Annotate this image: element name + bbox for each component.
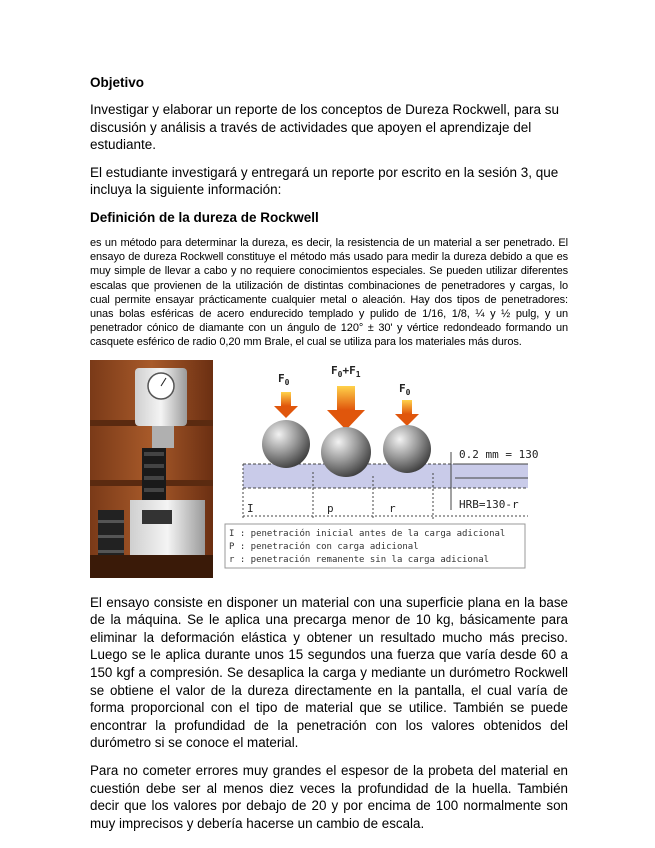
document-page [90,74,568,842]
legend-line-2: P : penetración con carga adicional [229,541,419,552]
rockwell-schematic-diagram [223,360,568,582]
ensayo-paragraph: El ensayo consiste en disponer un material con una superficie plana en la base de la máquina. Se le aplica una precarga menor de 10 kg, básicamente para eliminar la deformación elástica y obtener un resultado mucho más preciso. Luego se le aplica durante unos 15 segundos una fuerza que varía desde 60 a 150 kgf a compresión. Se desaplica la carga y mediante un durómetro Rockwell se obtiene el valor de la dureza directamente en la pantalla, el cual varía de forma proporcional con el tipo de material que se utilice. También se puede encontrar la profundidad de la penetración con los valores obtenidos del durómetro si se conoce el material. [90,594,568,751]
indenter-ball-right [383,425,431,473]
force-label-3: F [399,381,406,395]
objetivo-paragraph: Investigar y elaborar un reporte de los conceptos de Dureza Rockwell, para su discusión y análisis a través de actividades que apoyen el aprendizaje del estudiante. [90,102,559,153]
force-label-2-plus: +F [342,363,356,377]
svg-text:F0 [278,372,290,387]
force-arrow-left [274,392,298,418]
force-arrow-right [395,400,419,426]
instrucciones-paragraph: El estudiante investigará y entregará un reporte por escrito en la sesión 3, que incluya la siguiente información: [90,164,559,198]
force-label-2-sub: 0 [337,369,343,379]
svg-text:F0 [399,382,411,397]
legend-line-3: r : penetración remanente sin la carga adicional [229,554,490,565]
mark-r: r [389,501,396,515]
force-label-2: F [331,363,338,377]
force-label-1-sub: 0 [284,377,290,387]
force-arrow-center [327,386,365,430]
rockwell-machine-photo [90,360,213,578]
definicion-heading: Definición de la dureza de Rockwell [90,209,319,225]
force-label-2-plus-sub: 1 [355,369,361,379]
mark-p: p [327,501,334,515]
objetivo-heading: Objetivo [90,75,145,90]
mark-i: I [247,501,254,515]
figure-row [90,360,568,582]
force-label-1: F [278,371,285,385]
depth-scale-label: 0.2 mm = 130 [459,447,539,461]
errores-paragraph: Para no cometer errores muy grandes el espesor de la probeta del material en cuestión debe ser al menos diez veces la profundidad de la huella. También decir que los valores por debajo de 20 y por encima de 100 normalmente son muy imprecisos y debería hacerse un cambio de escala. [90,762,568,831]
svg-text:F0+F1 [331,364,361,379]
force-label-3-sub: 0 [405,387,411,397]
legend-line-1: I : penetración inicial antes de la carga adicional [229,528,506,539]
indenter-ball-center [321,427,371,477]
hrb-formula-label: HRB=130-r [459,497,519,511]
definicion-paragraph: es un método para determinar la dureza, es decir, la resistencia de un material a ser penetrado. El ensayo de dureza Rockwell constituye el método más usado para medir la dureza debido a que es muy simple de llevar a cabo y no requiere conocimientos especiales. Se pueden utilizar diferentes escalas que provienen de la utilización de distintas combinaciones de penetradores y cargas, lo cual permite ensayar prácticamente cualquier metal o aleación. Hay dos tipos de penetradores: unas bolas esféricas de acero endurecido templado y pulido de 1/16, 1/8, ¼ y ½ pulg, y un penetrador cónico de diamante con un ángulo de 120° ± 30' y vértice redondeado formando un casquete esférico de radio 0,20 mm Brale, el cual se utiliza para los materiales más duros. [90,236,568,349]
indenter-ball-left [262,420,310,468]
